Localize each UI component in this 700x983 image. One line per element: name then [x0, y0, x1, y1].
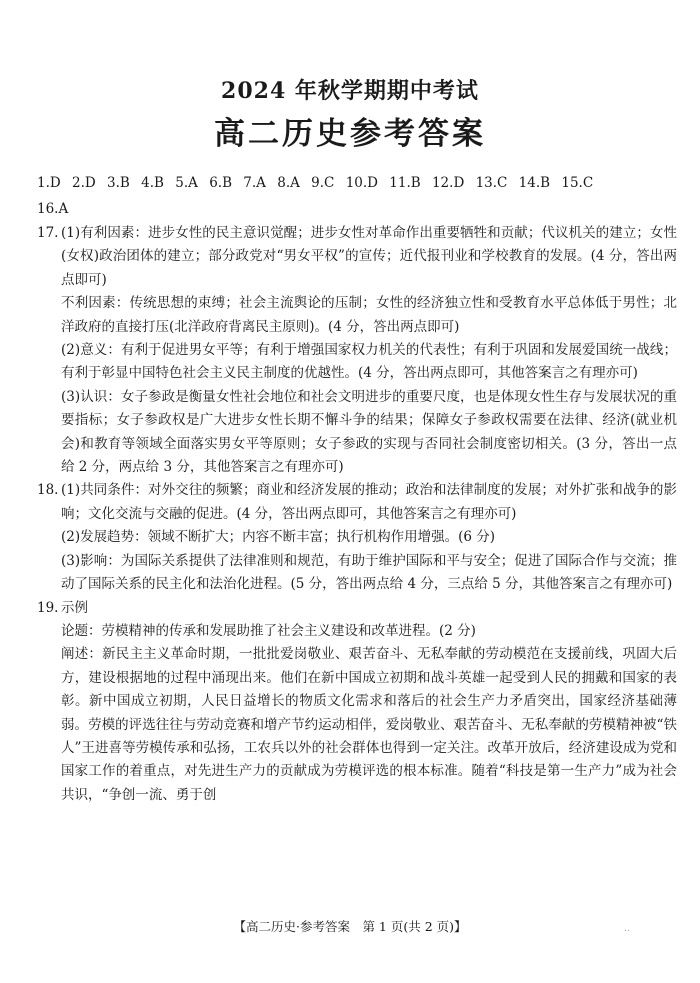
question-number: 17.	[37, 225, 59, 241]
mc-answer: 11.B	[389, 175, 421, 191]
answer-paragraph: (3)认识：女子参政是衡量女性社会地位和社会文明进步的重要尺度，也是体现女性生存与发展状况的重要指标；女子参政权是广大进步女性长期不懈斗争的结果；保障女子参政权需要在法律、经济(就业机会)和教育等领域全面落实男女平等原则；女子参政的实现与否同社会制度密切相关。(3 分，答出一点给 2 分，两点给 3 分，其他答案言之有理亦可)	[61, 388, 677, 476]
mc-answer: 6.B	[209, 175, 232, 191]
answer-paragraph: 示例	[61, 599, 88, 616]
answer-paragraph: 论题：劳模精神的传承和发展助推了社会主义建设和改革进程。(2 分)	[61, 622, 476, 639]
mc-answer: 9.C	[311, 175, 335, 191]
mc-answer: 8.A	[277, 175, 300, 191]
subject-title: 高二历史参考答案	[214, 116, 486, 152]
page-footer: 【高二历史·参考答案 第 1 页(共 2 页)】	[233, 919, 467, 934]
answer-paragraph: 不利因素：传统思想的束缚；社会主流舆论的压制；女性的经济独立性和受教育水平总体低于男性；北洋政府的直接打压(北洋政府背离民主原则)。(4 分，答出两点即可)	[61, 295, 677, 335]
question-18	[37, 479, 677, 596]
question-19	[37, 597, 677, 808]
mc-answer: 5.A	[175, 175, 198, 191]
answer-paragraph: (2)意义：有利于促进男女平等；有利于增强国家权力机关的代表性；有利于巩固和发展爱国统一战线；有利于彰显中国特色社会主义民主制度的优越性。(4 分，答出两点即可，其他答案言之有理亦可)	[61, 342, 677, 382]
corner-mark: ..	[624, 924, 630, 934]
mc-answer: 16.A	[37, 201, 69, 217]
answer-paragraph: (1)共同条件：对外交往的频繁；商业和经济发展的推动；政治和法律制度的发展；对外扩张和战争的影响；文化交流与交融的促进。(4 分，答出两点即可，其他答案言之有理亦可)	[61, 482, 677, 522]
exam-title: 2024 年秋学期期中考试	[221, 78, 479, 104]
answer-paragraph: 阐述：新民主主义革命时期，一批批爱岗敬业、艰苦奋斗、无私奉献的劳动模范在支援前线，巩固大后方，建设根据地的过程中涌现出来。他们在新中国成立初期和战斗英雄一起受到人民的拥戴和国家的表彰。新中国成立初期，人民日益增长的物质文化需求和落后的社会生产力矛盾突出，国家经济基础薄弱。劳模的评选往往与劳动竞赛和增产节约运动相伴，爱岗敬业、艰苦奋斗、无私奉献的劳模精神被“铁人”王进喜等劳模传承和弘扬，工农兵以外的社会群体也得到一定关注。改革开放后，经济建设成为党和国家工作的着重点，对先进生产力的贡献成为劳模评选的根本标准。随着“科技是第一生产力”成为社会共识，“争创一流、勇于创	[61, 646, 677, 803]
mc-answer: 2.D	[72, 175, 96, 191]
mc-answer: 10.D	[345, 175, 378, 191]
mc-answer: 3.B	[107, 175, 130, 191]
answer-content	[37, 222, 677, 807]
multiple-choice-answers	[37, 170, 677, 222]
question-number: 19.	[37, 599, 59, 616]
mc-answer: 13.C	[475, 175, 508, 191]
mc-answer: 15.C	[561, 175, 594, 191]
answer-paragraph: (1)有利因素：进步女性的民主意识觉醒；进步女性对革命作出重要牺牲和贡献；代议机关的建立；女性(女权)政治团体的建立；部分政党对“男女平权”的宣传；近代报刊业和学校教育的发展。(4 分，答出两点即可)	[61, 225, 677, 288]
mc-answer: 12.D	[431, 175, 465, 191]
question-number: 18.	[37, 482, 59, 499]
mc-answer: 7.A	[243, 175, 266, 191]
mc-answer: 4.B	[141, 175, 164, 191]
mc-answer: 1.D	[37, 175, 61, 191]
answer-paragraph: (2)发展趋势：领域不断扩大；内容不断丰富；执行机构作用增强。(6 分)	[61, 529, 496, 546]
mc-answer: 14.B	[518, 175, 551, 191]
answer-paragraph: (3)影响：为国际关系提供了法律准则和规范，有助于维护国际和平与安全；促进了国际合作与交流；推动了国际关系的民主化和法治化进程。(5 分，答出两点给 4 分，三点给 5 分，其他答案言之有理亦可)	[61, 552, 677, 593]
question-17	[37, 222, 677, 479]
